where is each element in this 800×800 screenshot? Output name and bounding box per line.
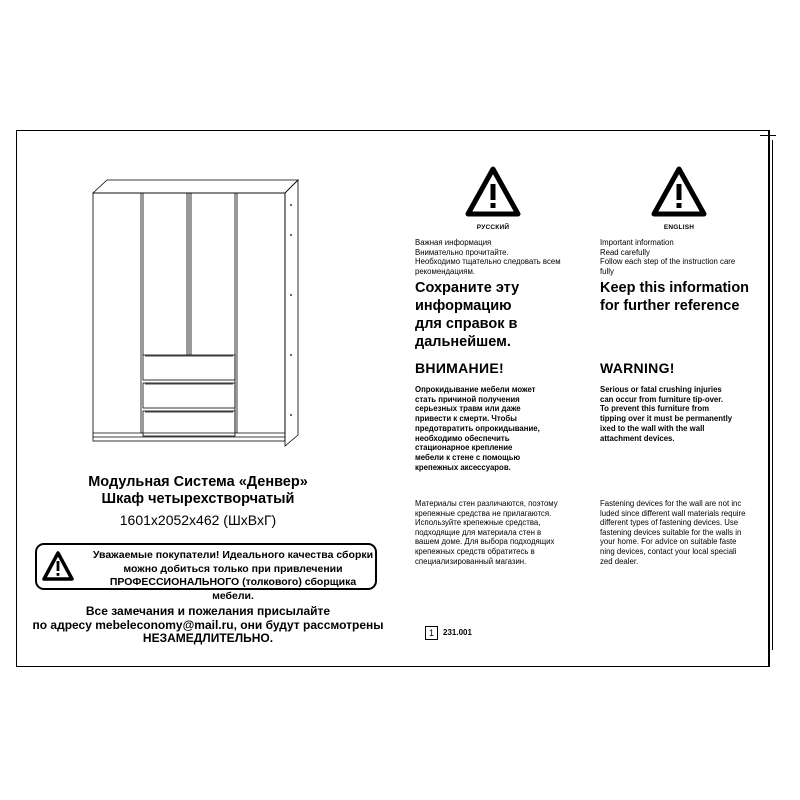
ru-warning-line: мебели к стене с помощью bbox=[415, 452, 521, 462]
notice-line-3: ПРОФЕССИОНАЛЬНОГО (толкового) сборщика мебели. bbox=[109, 576, 357, 602]
ru-warning-line: необходимо обеспечить bbox=[415, 433, 510, 443]
en-fastening-line: different types of fastening devices. Use bbox=[600, 518, 739, 528]
ru-keep-line: информацию bbox=[415, 298, 512, 314]
en-intro bbox=[600, 238, 765, 276]
warning-triangle-icon bbox=[648, 164, 710, 220]
feedback-text bbox=[28, 605, 388, 646]
ru-fastening-line: подходящие для материала стен в bbox=[415, 527, 542, 537]
ru-fastening-line: крепежных средств обратитесь в bbox=[415, 546, 535, 556]
feedback-line-1: Все замечания и пожелания присылайте bbox=[85, 604, 331, 618]
en-warning-line: can occur from furniture tip-over. bbox=[600, 394, 724, 404]
product-dimensions: 1601x2052x462 (ШхВхГ) bbox=[119, 512, 277, 528]
en-fastening-line: your home. For advice on suitable faste bbox=[600, 537, 737, 547]
drawer-3 bbox=[143, 411, 235, 436]
ru-warning-line: крепежных аксессуаров. bbox=[415, 462, 511, 472]
ru-fastening-line: вашем доме. Для выбора подходящих bbox=[415, 537, 555, 547]
page-number: 1 bbox=[425, 626, 438, 640]
ru-warning-line: привести к смерти. Чтобы bbox=[415, 414, 517, 424]
en-fastening-line: zed dealer. bbox=[600, 556, 639, 566]
en-fastening-text bbox=[600, 499, 765, 566]
notice-line-2: можно добиться только при привлечении bbox=[123, 562, 343, 575]
feedback-line-2: по адресу mebeleconomy@mail.ru, они будут рассмотрены bbox=[32, 617, 384, 632]
ru-warning-line: стационарное крепление bbox=[415, 443, 513, 453]
wardrobe-drawing bbox=[85, 175, 315, 450]
product-subtitle: Шкаф четырехстворчатый bbox=[101, 491, 295, 507]
wardrobe-side bbox=[285, 180, 298, 446]
en-warning-line: To prevent this furniture from bbox=[600, 404, 710, 414]
ru-fastening-line: Используйте крепежные средства, bbox=[415, 518, 541, 528]
notice-line-1: Уважаемые покупатели! Идеального качества сборки bbox=[92, 549, 374, 561]
warning-triangle-icon bbox=[462, 164, 524, 220]
ru-intro-line: Внимательно прочитайте. bbox=[415, 247, 509, 257]
en-fastening-line: Fastening devices for the wall are not inc bbox=[600, 499, 742, 508]
ru-warning-line: серьезных травм или даже bbox=[415, 404, 521, 414]
drawer-1 bbox=[143, 355, 235, 380]
en-keep-line: Keep this information bbox=[600, 280, 750, 296]
warning-triangle-icon bbox=[41, 550, 75, 583]
crop-mark-right bbox=[772, 140, 773, 650]
ru-fastening-line: специализированный магазин. bbox=[415, 556, 527, 566]
en-fastening-line: ning devices, contact your local speciali bbox=[600, 546, 737, 556]
en-keep-info bbox=[600, 279, 765, 315]
language-label-en: ENGLISH bbox=[663, 224, 695, 231]
ru-intro bbox=[415, 238, 590, 276]
ru-warning-line: стать причиной получения bbox=[415, 394, 520, 404]
feedback-line-3: НЕЗАМЕДЛИТЕЛЬНО. bbox=[142, 631, 274, 645]
ru-keep-line: дальнейшем. bbox=[415, 334, 511, 350]
en-warning-title: WARNING! bbox=[600, 360, 675, 376]
ru-keep-line: Сохраните эту bbox=[415, 280, 520, 296]
en-intro-line: Important information bbox=[600, 238, 674, 247]
ru-warning-line: предотвратить опрокидывание, bbox=[415, 423, 540, 433]
assembly-notice bbox=[35, 543, 377, 602]
en-fastening-line: fastening devices suitable for the walls in bbox=[600, 527, 742, 537]
en-warning-text bbox=[600, 385, 765, 443]
language-label-ru: РУССКИЙ bbox=[476, 224, 510, 231]
ru-warning-line: Опрокидывание мебели может bbox=[415, 385, 536, 394]
ru-intro-line: Необходимо тщательно следовать всем bbox=[415, 257, 561, 267]
en-fastening-line: luded since different wall materials require bbox=[600, 508, 746, 518]
ru-keep-line: для справок в bbox=[415, 316, 518, 332]
en-warning-line: Serious or fatal crushing injuries bbox=[600, 385, 722, 394]
ru-fastening-line: Материалы стен различаются, поэтому bbox=[415, 499, 558, 508]
en-warning-line: tipping over it must be permanently bbox=[600, 414, 733, 424]
en-warning-line: ixed to the wall with the wall bbox=[600, 423, 705, 433]
wardrobe-top bbox=[93, 180, 298, 193]
drawer-2 bbox=[143, 383, 235, 408]
ru-intro-line: Важная информация bbox=[415, 238, 492, 247]
ru-fastening-line: крепежные средства не прилагаются. bbox=[415, 508, 552, 518]
en-intro-line: Read carefully bbox=[600, 247, 650, 257]
document-code: 231.001 bbox=[443, 628, 472, 637]
ru-keep-info bbox=[415, 279, 595, 351]
en-keep-line: for further reference bbox=[600, 298, 740, 314]
crop-mark-top bbox=[760, 135, 776, 136]
ru-fastening-text bbox=[415, 499, 595, 566]
ru-warning-title: ВНИМАНИЕ! bbox=[415, 360, 504, 376]
en-warning-line: attachment devices. bbox=[600, 433, 675, 443]
ru-intro-line: рекомендациям. bbox=[415, 266, 475, 276]
ru-warning-text bbox=[415, 385, 595, 472]
en-intro-line: fully bbox=[600, 266, 614, 276]
product-title: Модульная Система «Денвер» bbox=[88, 474, 308, 490]
en-intro-line: Follow each step of the instruction care bbox=[600, 257, 736, 267]
